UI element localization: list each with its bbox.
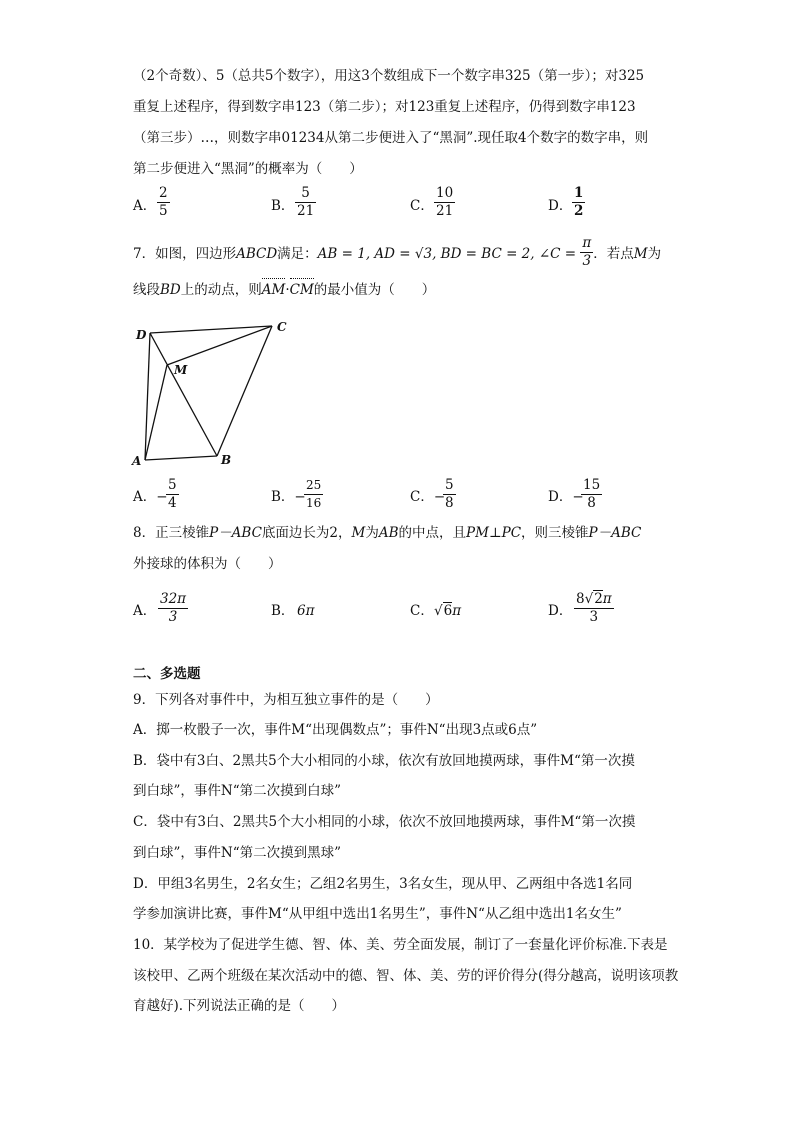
q10-stem-line-1: 10．某学校为了促进学生德、智、体、美、劳全面发展，制订了一套量化评价标准.下表是 (133, 937, 668, 953)
option-label: D． (548, 603, 573, 619)
q8-stem-line-2: 外接球的体积为（ ） (133, 556, 282, 572)
fraction: 10 21 (436, 185, 454, 219)
segment-mc (167, 326, 272, 365)
option-label: C．− (410, 489, 446, 505)
option-value: 6π (297, 603, 315, 619)
q10-stem-line-3: 育越好).下列说法正确的是（ ） (133, 998, 346, 1014)
option-label: B．− (271, 489, 306, 505)
label-a: A (132, 454, 142, 468)
option-label: D． (548, 198, 573, 214)
option-label: A． (133, 198, 157, 214)
quadrilateral-figure (130, 318, 310, 468)
q6-line-2: 重复上述程序，得到数字串123（第二步）；对123重复上述程序，仍得到数字串123 (133, 99, 636, 115)
label-d: D (136, 328, 147, 342)
label-c: C (277, 320, 287, 334)
option-label: A． (133, 603, 157, 619)
fraction: 8√2π 3 (576, 591, 612, 625)
q9-option-c-line-2[interactable]: 到白球”，事件N“第二次摸到黑球” (133, 845, 342, 861)
q7-stem-line-1: 7．如图，四边形ABCD满足：AB = 1, AD = √3, BD = BC = 2, ∠C = $\frac{\pi}{3}$ ．若点M为 (133, 235, 662, 269)
q9-option-a[interactable]: A．掷一枚骰子一次，事件M“出现偶数点”；事件N“出现3点或6点” (133, 722, 538, 738)
q9-option-b-line-1[interactable]: B．袋中有3白、2黑共5个大小相同的小球，依次有放回地摸两球，事件M“第一次摸 (133, 753, 635, 769)
q6-line-3: （第三步）…，则数字串01234从第二步便进入了“黑洞”.现任取4个数字的数字串，则 (133, 130, 649, 146)
option-label: C． (410, 603, 434, 619)
q9-option-c-line-1[interactable]: C．袋中有3白、2黑共5个大小相同的小球，依次不放回地摸两球，事件M“第一次摸 (133, 814, 636, 830)
option-label: D．− (548, 489, 584, 505)
option-label: C． (410, 198, 434, 214)
edge-ab (145, 456, 217, 460)
edge-bc (217, 326, 272, 456)
fraction: 1 2 (574, 185, 584, 219)
fraction: 32π 3 (160, 591, 187, 625)
q9-option-d-line-2[interactable]: 学参加演讲比赛，事件M“从甲组中选出1名男生”，事件N“从乙组中选出1名女生” (133, 906, 622, 922)
option-label: B． (271, 603, 295, 619)
fraction: 5 8 (445, 477, 454, 511)
fraction: 2 5 (159, 185, 168, 219)
q7-stem-line-2: 线段BD上的动点，则AM·CM的最小值为（ ） (133, 282, 436, 298)
option-label: A．− (133, 489, 168, 505)
q6-line-4: 第二步便进入“黑洞”的概率为（ ） (133, 161, 363, 177)
fraction: 25 16 (306, 478, 322, 510)
edge-dc (150, 326, 272, 333)
q9-option-b-line-2[interactable]: 到白球”，事件N“第二次摸到白球” (133, 783, 342, 799)
fraction: 15 8 (583, 477, 601, 511)
option-value: √6π (434, 603, 462, 619)
q9-option-d-line-1[interactable]: D．甲组3名男生，2名女生；乙组2名男生，3名女生，现从甲、乙两组中各选1名同 (133, 876, 633, 892)
fraction: 5 21 (297, 185, 315, 219)
label-m: M (174, 363, 188, 377)
label-b: B (221, 453, 232, 467)
option-label: B． (271, 198, 295, 214)
q8-stem-line-1: 8．正三棱锥P－ABC底面边长为2，M为AB的中点，且PM⊥PC，则三棱锥P－ABC (133, 525, 642, 541)
q6-line-1: （2个奇数）、5（总共5个数字），用这3个数组成下一个数字串325（第一步）；对325 (133, 68, 645, 84)
fraction: 5 4 (168, 477, 177, 511)
q9-stem: 9．下列各对事件中，为相互独立事件的是（ ） (133, 692, 439, 708)
q10-stem-line-2: 该校甲、乙两个班级在某次活动中的德、智、体、美、劳的评价得分(得分越高，说明该项教 (133, 968, 679, 984)
section-heading: 二、多选题 (133, 666, 201, 682)
